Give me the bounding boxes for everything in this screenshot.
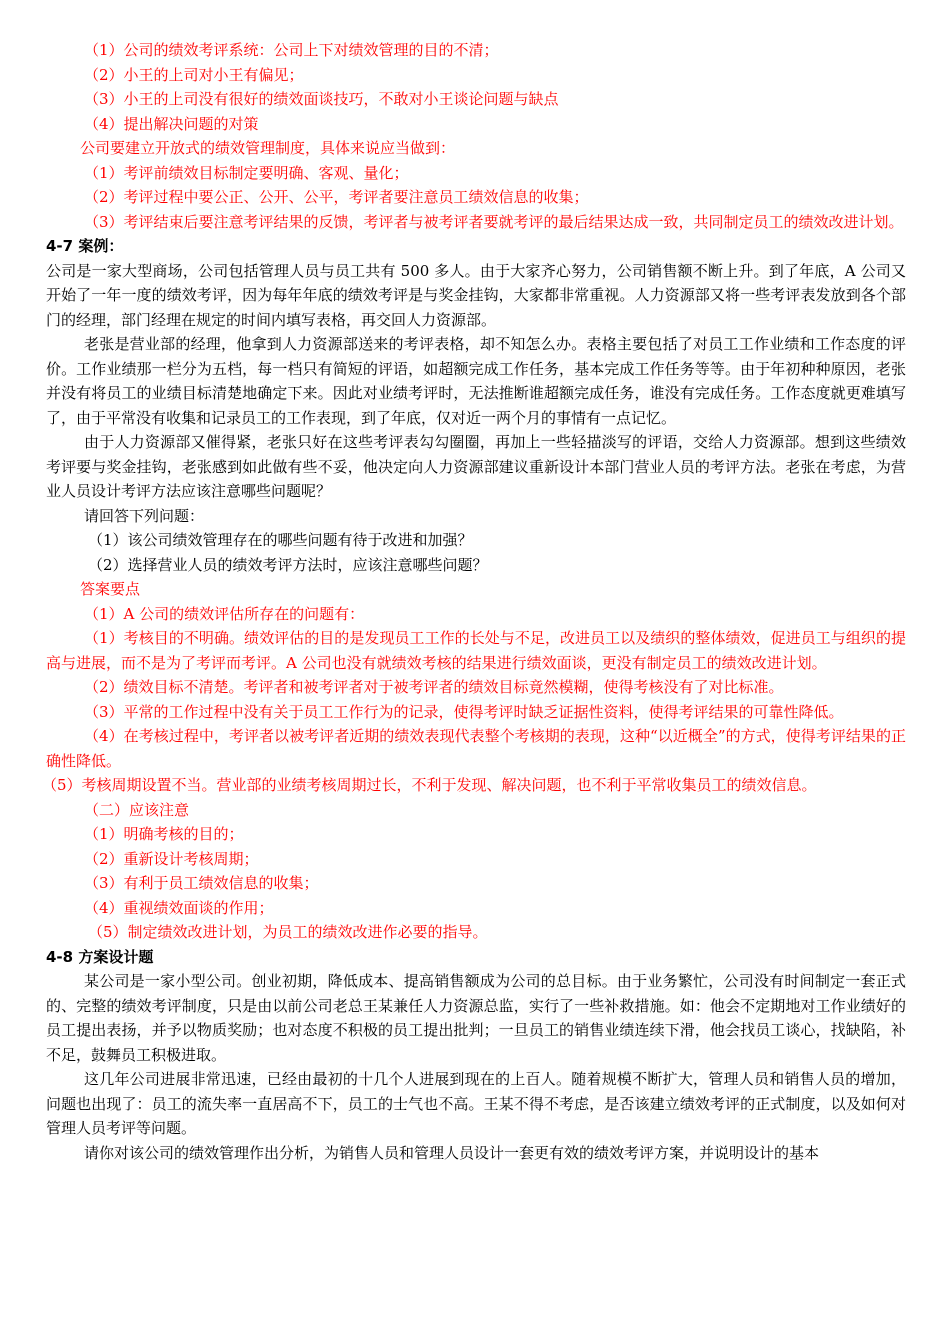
answer-item: （2）绩效目标不清楚。考评者和被考评者对于被考评者的绩效目标竟然模糊，使得考核没有了对比标准。 — [84, 678, 784, 696]
case-paragraph: 某公司是一家小型公司。创业初期，降低成本、提高销售额成为公司的总目标。由于业务繁忙，公司没有时间制定一套正式的、完整的绩效考评制度，只是由以前公司老总王某兼任人力资源总监，实行了一些补救措施。如：他会不定期地对工作业绩好的员工提出表扬，并予以物质奖励；也对态度不积极的员工提出批判；一旦员工的销售业绩连续下滑，他会找员工谈心，找缺陷，补不足，鼓舞员工积极进取。 — [46, 972, 906, 1064]
case-paragraph: 由于人力资源部又催得紧，老张只好在这些考评表勾勾圈圈，再加上一些轻描淡写的评语，交给人力资源部。想到这些绩效考评要与奖金挂钩，老张感到如此做有些不妥，他决定向人力资源部建议重新设计本部门营业人员的考评方法。老张在考虑，为营业人员设计考评方法应该注意哪些问题呢？ — [46, 433, 906, 500]
answer-item: （4）在考核过程中，考评者以被考评者近期的绩效表现代表整个考核期的表现，这种“以近概全”的方式，使得考评结果的正确性降低。 — [46, 727, 906, 770]
answer-title: 答案要点 — [80, 580, 141, 598]
note-item: （1）明确考核的目的； — [84, 825, 244, 843]
case-4-7-title: 4-7 案例： — [46, 237, 124, 255]
case-paragraph: 公司是一家大型商场，公司包括管理人员与员工共有 500 多人。由于大家齐心努力，公司销售额不断上升。到了年底，A 公司又开始了一年一度的绩效考评，因为每年年底的绩效考评是与奖金挂钩，大家都非常重视。人力资源部又将一些考评表发放到各个部门的经理，部门经理在规定的时间内填写表格，再交回人力资源部。 — [46, 261, 906, 329]
answer-subtitle: （二）应该注意 — [84, 800, 190, 819]
answer-line: （1）公司的绩效考评系统：公司上下对绩效管理的目的不清； — [84, 41, 499, 59]
case-paragraph: 请你对该公司的绩效管理作出分析，为销售人员和管理人员设计一套更有效的绩效考评方案，并说明设计的基本 — [84, 1143, 820, 1162]
note-item: （5）制定绩效改进计划，为员工的绩效改进作必要的指导。 — [88, 923, 488, 941]
question-item: （1）该公司绩效管理存在的哪些问题有待于改进和加强？ — [88, 531, 473, 549]
answer-line: （1）考评前绩效目标制定要明确、客观、量化； — [84, 163, 409, 182]
answer-item: （5）考核周期设置不当。营业部的业绩考核周期过长，不利于发现、解决问题，也不利于平常收集员工的绩效信息。 — [42, 776, 817, 794]
answer-line: （2）考评过程中要公正、公开、公平，考评者要注意员工绩效信息的收集； — [84, 188, 589, 206]
question-intro: 请回答下列问题： — [84, 506, 205, 525]
answer-line: （2）小王的上司对小王有偏见； — [84, 65, 304, 84]
answer-subtitle: （1）A 公司的绩效评估所存在的问题有： — [84, 604, 365, 623]
answer-item: （1）考核目的不明确。绩效评估的目的是发现员工工作的长处与不足，改进员工以及绩织的整体绩效，促进员工与组织的提高与进展，而不是为了考评而考评。A 公司也没有就绩效考核的结果进行绩效面谈，更没有制定员工的绩效改进计划。 — [46, 629, 906, 672]
case-paragraph: 这几年公司进展非常迅速，已经由最初的十几个人进展到现在的上百人。随着规模不断扩大，管理人员和销售人员的增加，问题也出现了：员工的流失率一直居高不下，员工的士气也不高。王某不得不考虑，是否该建立绩效考评的正式制度，以及如何对管理人员考评等问题。 — [46, 1070, 906, 1137]
case-4-8-title: 4-8 方案设计题 — [46, 947, 154, 966]
question-item: （2）选择营业人员的绩效考评方法时，应该注意哪些问题？ — [88, 555, 488, 574]
answer-line: （3）考评结束后要注意考评结果的反馈，考评者与被考评者要就考评的最后结果达成一致，共同制定员工的绩效改进计划。 — [84, 212, 904, 231]
note-item: （3）有利于员工绩效信息的收集； — [84, 874, 319, 892]
answer-line: 公司要建立开放式的绩效管理制度，具体来说应当做到： — [80, 139, 456, 157]
answer-item: （3）平常的工作过程中没有关于员工工作行为的记录，使得考评时缺乏证据性资料，使得考评结果的可靠性降低。 — [84, 702, 844, 721]
note-item: （2）重新设计考核周期； — [84, 849, 259, 868]
answer-line: （4）提出解决问题的对策 — [84, 114, 259, 133]
document-page — [42, 38, 906, 1165]
answer-line: （3）小王的上司没有很好的绩效面谈技巧，不敢对小王谈论问题与缺点 — [84, 90, 559, 108]
note-item: （4）重视绩效面谈的作用； — [84, 898, 274, 917]
case-paragraph: 老张是营业部的经理，他拿到人力资源部送来的考评表格，却不知怎么办。表格主要包括了对员工工作业绩和工作态度的评价。工作业绩那一栏分为五档，每一档只有简短的评语，如超额完成工作任务，基本完成工作任务等等。由于年初种种原因，老张并没有将员工的业绩目标清楚地确定下来。因此对业绩考评时，无法推断谁超额完成任务，谁没有完成任务。工作态度就更难填写了，由于平常没有收集和记录员工的工作表现，到了年底，仅对近一两个月的事情有一点记忆。 — [46, 335, 906, 427]
